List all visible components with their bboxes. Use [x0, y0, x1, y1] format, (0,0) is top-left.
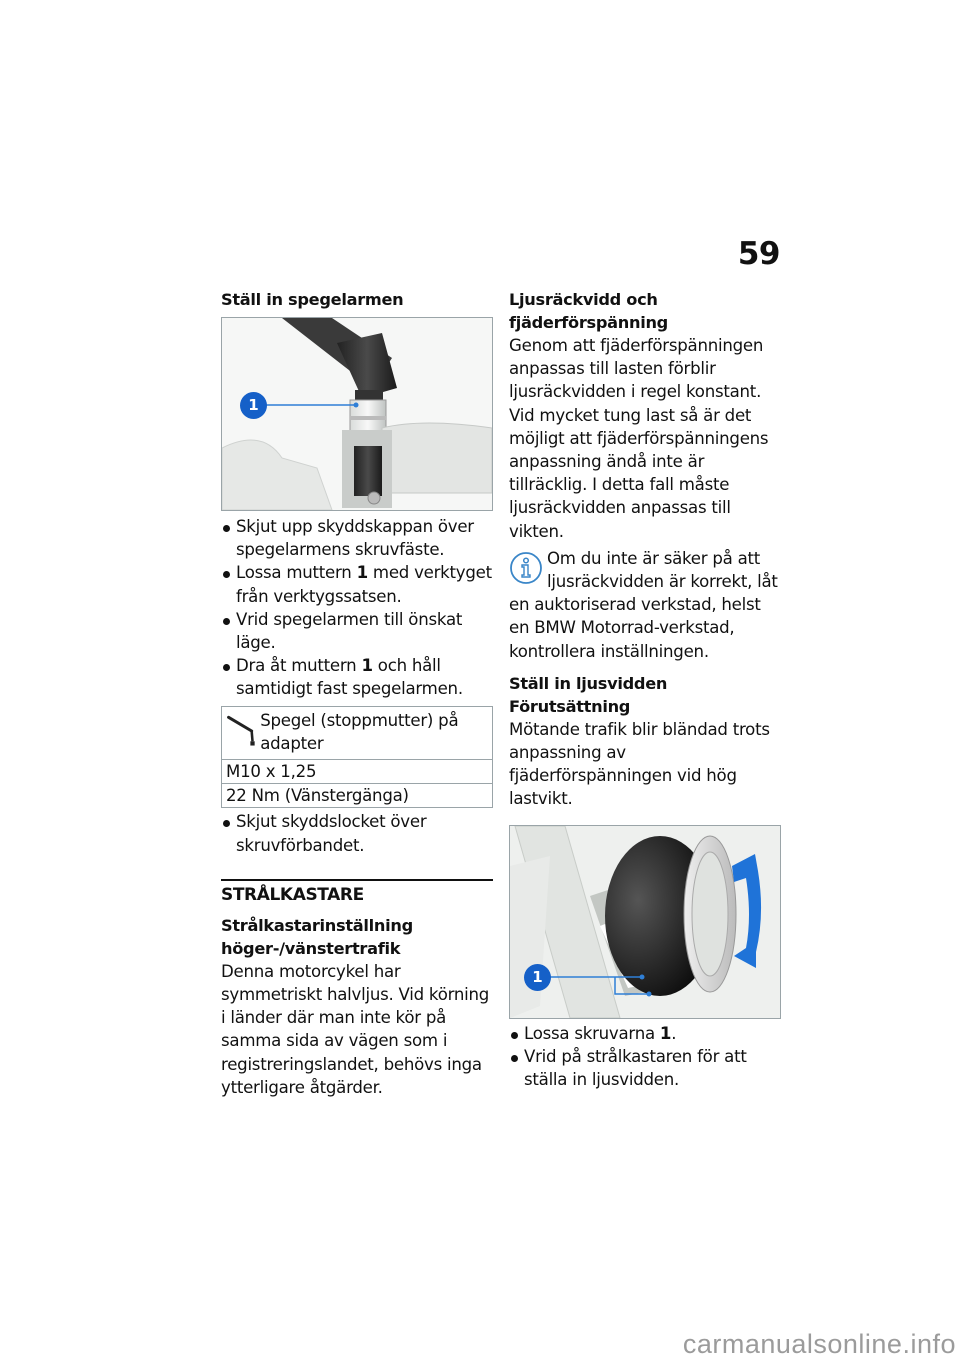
page-number: 59 [737, 236, 780, 272]
heading-mirror-arm: Ställ in spegelarmen [221, 290, 404, 309]
torque-spec-table [221, 706, 493, 809]
right-column [509, 288, 781, 1091]
figure-headlight [509, 825, 781, 1019]
list-item: Lossa muttern 1 med verktyget från verktygssatsen. [221, 561, 493, 607]
list-item: Skjut upp skyddskappan över spegelarmens skruvfäste. [221, 515, 493, 561]
paragraph-beam-range: Genom att fjäderförspänningen anpassas till lasten förblir ljusräckvidden i regel konstant. Vid mycket tung last så är det möjligt att fjäderförspänningens anpassning ändå inte är tillräcklig. I detta fall måste ljusräckvidden anpassas till vikten. [509, 336, 769, 541]
list-item: Dra åt muttern 1 och håll samtidigt fast spegelarmen. [221, 654, 493, 700]
list-item: Lossa skruvarna 1. [509, 1022, 781, 1045]
info-icon [509, 551, 543, 585]
spec-thread: M10 x 1,25 [222, 760, 493, 784]
heading-prerequisite: Förutsättning [509, 696, 631, 716]
steps-list [221, 515, 493, 701]
section-divider [221, 879, 493, 881]
torque-wrench-icon [226, 709, 260, 753]
list-item: Vrid spegelarmen till önskat läge. [221, 608, 493, 654]
prerequisite-text: Mötande trafik blir bländad trots anpassning av fjäderförspänningen vid hög lastvikt. [509, 719, 770, 809]
callout-1: 1 [240, 392, 267, 419]
heading-headlight-traffic: Strålkastarinställning höger-/vänstertrafik [221, 915, 413, 958]
info-note [509, 547, 781, 663]
section-title: STRÅLKASTARE [221, 884, 364, 905]
watermark: carmanualsonline.info [682, 1329, 956, 1359]
list-item: Skjut skyddslocket över skruvförbandet. [221, 810, 493, 856]
spec-torque: 22 Nm (Vänstergänga) [222, 784, 493, 808]
steps-list-2 [221, 810, 493, 856]
callout-1: 1 [524, 964, 551, 991]
info-note-text: Om du inte är säker på att ljusräckvidden är korrekt, låt en auktoriserad verkstad, helst en BMW Motorrad-verkstad, kontrollera inställningen. [509, 548, 778, 661]
heading-beam-range: Ljusräckvidd och fjäderförspänning [509, 290, 668, 332]
spec-title: Spegel (stoppmutter) på adapter [260, 710, 459, 753]
left-column [221, 288, 493, 1099]
figure-mirror-arm [221, 317, 493, 511]
spec-title-cell [222, 706, 493, 759]
headlight-illustration [510, 826, 780, 1018]
heading-set-beam: Ställ in ljusvidden [509, 673, 668, 693]
paragraph-headlight-traffic: Denna motorcykel har symmetriskt halvljus. Vid körning i länder där man inte kör på samma sida av vägen som i registreringslandet, behövs inga ytterligare åtgärder. [221, 961, 490, 1097]
headlight-steps-list [509, 1022, 781, 1092]
list-item: Vrid på strålkastaren för att ställa in ljusvidden. [509, 1045, 781, 1091]
